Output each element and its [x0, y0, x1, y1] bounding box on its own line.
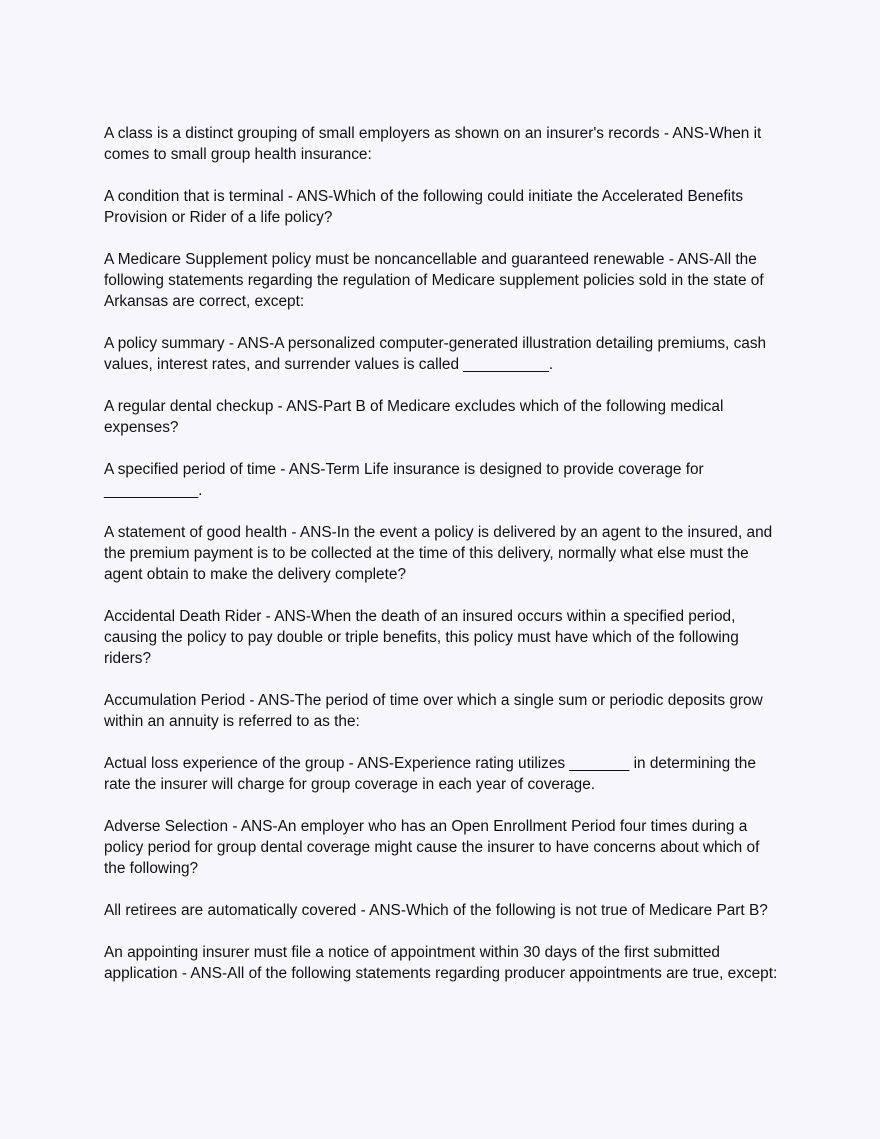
qa-paragraph: A statement of good health - ANS-In the event a policy is delivered by an agent to the insured, and the premium payment is to be collected at the time of this delivery, normally what else must the agent obtain to make the delivery complete? [104, 524, 773, 583]
qa-paragraph: Actual loss experience of the group - ANS-Experience rating utilizes _______ in determining the rate the insurer will charge for group coverage in each year of coverage. [104, 755, 756, 793]
qa-paragraph: All retirees are automatically covered - ANS-Which of the following is not true of Medicare Part B? [104, 902, 768, 919]
document-body [104, 123, 784, 1005]
qa-paragraph: A condition that is terminal - ANS-Which of the following could initiate the Accelerated Benefits Provision or Rider of a life policy? [104, 188, 744, 226]
qa-paragraph: A policy summary - ANS-A personalized computer-generated illustration detailing premiums, cash values, interest rates, and surrender values is called __________. [104, 335, 767, 373]
qa-paragraph: Accidental Death Rider - ANS-When the death of an insured occurs within a specified period, causing the policy to pay double or triple benefits, this policy must have which of the following riders? [104, 608, 739, 667]
qa-paragraph: A Medicare Supplement policy must be noncancellable and guaranteed renewable - ANS-All the following statements regarding the regulation of Medicare supplement policies sold in the state of Arkansas are correct, except: [104, 251, 764, 310]
qa-paragraph: Accumulation Period - ANS-The period of time over which a single sum or periodic deposits grow within an annuity is referred to as the: [104, 692, 763, 730]
qa-paragraph: A regular dental checkup - ANS-Part B of Medicare excludes which of the following medical expenses? [104, 398, 724, 436]
qa-paragraph: A specified period of time - ANS-Term Life insurance is designed to provide coverage for ___________. [104, 461, 704, 499]
qa-paragraph: Adverse Selection - ANS-An employer who has an Open Enrollment Period four times during a policy period for group dental coverage might cause the insurer to have concerns about which of the following? [104, 818, 760, 877]
qa-paragraph: A class is a distinct grouping of small employers as shown on an insurer's records - ANS-When it comes to small group health insurance: [104, 125, 762, 163]
qa-paragraph: An appointing insurer must file a notice of appointment within 30 days of the first submitted application - ANS-All of the following statements regarding producer appointments are true, except: [104, 944, 778, 982]
